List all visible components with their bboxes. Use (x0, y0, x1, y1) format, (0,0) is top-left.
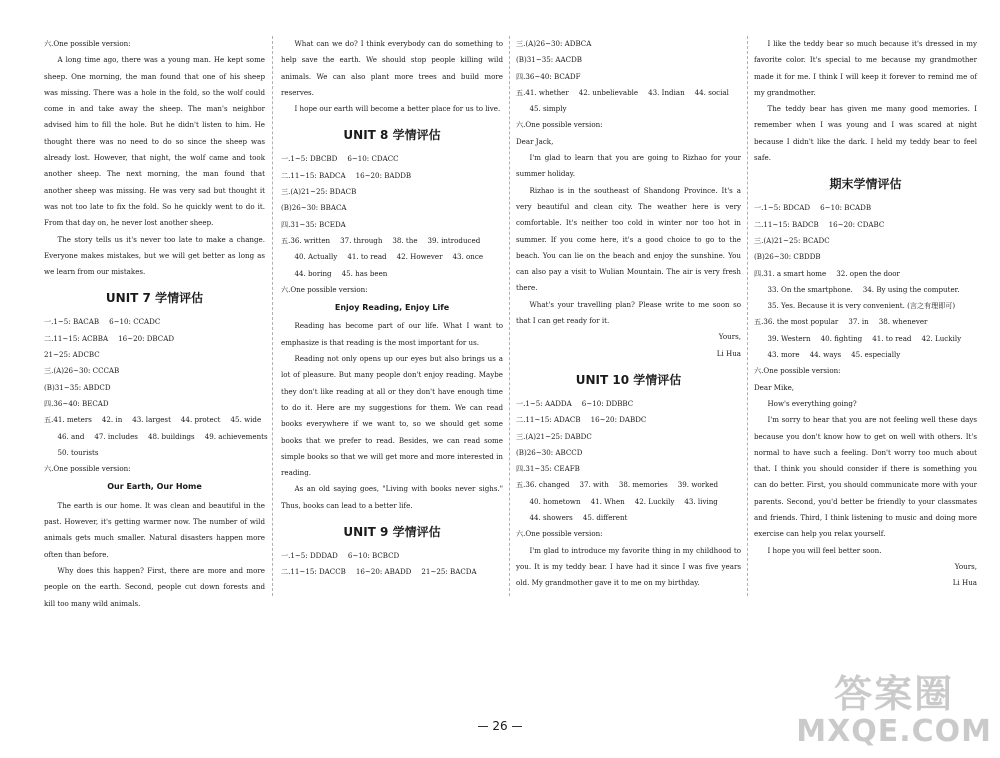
answer-line: 四.31~35: CEAFB (516, 464, 580, 474)
answer-line: 四.36~40: BCADF (516, 71, 581, 81)
letter-signature: Li Hua (952, 578, 977, 588)
answer-line: 40. hometown 41. When 42. Luckily 43. living (529, 496, 718, 506)
unit-7-heading: UNIT 7 学情评估 (105, 291, 204, 306)
answer-line: 五.41. whether 42. unbelievable 43. Indian 44. social (516, 87, 729, 97)
section-label: 六.One possible version: (516, 529, 603, 539)
essay-paragraph: The earth is our home. It was clean and beautiful in the past. However, it's getting warmer now. The number of wild animals gets much smaller. Natural disasters happen more often than before. (44, 500, 265, 559)
answer-line: (B)26~30: BBACA (281, 203, 347, 213)
answer-line: 三.(A)21~25: BDACB (281, 187, 357, 197)
section-label: 六.One possible version: (44, 464, 131, 474)
section-label: 六.One possible version: (516, 120, 603, 130)
answer-line: 35. Yes. Because it is very convenient. (言之有理即可) (767, 301, 956, 311)
letter-closing: Yours, (718, 332, 741, 342)
letter-paragraph: Rizhao is in the southeast of Shandong Province. It's a very beautiful and clean city. The weather here is very comfortable. It's neither too cold in winter nor too hot in summer. If you come here, it's a good choice to go to the beach. You can lie on the beach and enjoy the sunshine. You can also pay a visit to Wulian Mountain. The air is very fresh there. (516, 185, 741, 293)
answer-line: 二.11~15: ADACB 16~20: DABDC (516, 415, 647, 425)
answer-line: (B)26~30: CBDDB (754, 252, 821, 262)
essay-paragraph: What can we do? I think everybody can do something to help save the earth. We should stop people killing wild animals. We can also plant more trees and build more reserves. (281, 39, 503, 97)
answer-line: (B)31~35: ABDCD (44, 382, 111, 392)
letter-paragraph: I'm sorry to hear that you are not feeling well these days because you don't know how to get on well with others. It's normal to have such a feeling. Don't worry too much about that. I think you should consider if there is something you can do better. First, you should communicate more with your parents. Second, you'd better be friendly to your classmates and friends. Third, I think listening to music and doing more exercise can help you relax yourself. (754, 415, 977, 539)
answer-line: 五.36. the most popular 37. in 38. whenever (754, 317, 928, 327)
unit-10-heading: UNIT 10 学情评估 (575, 372, 682, 387)
section-label: 六.One possible version: (281, 284, 368, 294)
answer-line: (B)26~30: ABCCD (516, 447, 583, 457)
section-label: 六.One possible version: (44, 39, 131, 48)
story-paragraph: A long time ago, there was a young man. He kept some sheep. One morning, the man found that one of his sheep was missing. There was a hole in the fold, so the wolf could come in and take away the sheep. The man's neighbor advised him to fill the hole. But he didn't listen to him. He thought there was no need to do so since the sheep was already lost. However, that night, the wolf came and took another sheep. The next morning, the man found that another sheep was missing. He was very sad but thought it was not too late to fix the fold. So he quickly went to do it. From that day on, he never lost another sheep. (44, 55, 265, 228)
answer-line: 一.1~5: BACAB 6~10: CCADC (44, 317, 161, 327)
column-divider (509, 36, 510, 596)
column-divider (272, 36, 273, 596)
answer-line: 五.41. meters 42. in 43. largest 44. protect 45. wide (44, 415, 262, 425)
answer-line: 四.36~40: BECAD (44, 398, 109, 408)
answer-line: 21~25: ADCBC (44, 350, 100, 360)
answer-line: 33. On the smartphone. 34. By using the computer. (767, 284, 960, 294)
watermark-logo: 答案圈 MXQE.COM (796, 672, 992, 749)
section-label: 六.One possible version: (754, 366, 841, 376)
column-4 (754, 36, 977, 592)
essay-paragraph: The teddy bear has given me many good memories. I remember when I was young and I was scared at night because I didn't like the dark. I held my teddy bear to feel safe. (754, 104, 977, 163)
letter-closing: Yours, (954, 561, 977, 571)
unit-8-heading: UNIT 8 学情评估 (343, 128, 441, 143)
essay-paragraph: I like the teddy bear so much because it's dressed in my favorite color. It's special to me because my grandmother made it for me. I think I will keep it forever to remind me of my grandmother. (754, 39, 977, 97)
answer-line: 44. showers 45. different (529, 513, 628, 523)
letter-paragraph: How's everything going? (767, 398, 857, 408)
letter-paragraph: I hope you will feel better soon. (767, 545, 882, 555)
answer-line: 三.(A)26~30: ADBCA (516, 39, 592, 48)
unit-9-heading: UNIT 9 学情评估 (343, 525, 441, 540)
answer-line: 50. tourists (57, 447, 99, 457)
final-exam-heading: 期末学情评估 (829, 177, 902, 192)
answer-line: 一.1~5: DBCBD 6~10: CDACC (281, 154, 399, 164)
answer-line: 五.36. written 37. through 38. the 39. introduced (281, 235, 481, 245)
answer-line: 三.(A)26~30: CCCAB (44, 366, 120, 376)
letter-paragraph: What's your travelling plan? Please write to me soon so that I can get ready for it. (516, 299, 741, 326)
column-1 (44, 36, 268, 612)
answer-line: 三.(A)21~25: DABDC (516, 431, 592, 441)
answer-line: 二.11~15: ACBBA 16~20: DBCAD (44, 333, 175, 343)
essay-paragraph: I hope our earth will become a better place for us to live. (294, 104, 501, 114)
answer-line: 二.11~15: BADCB 16~20: CDABC (754, 219, 885, 229)
answer-line: 五.36. changed 37. with 38. memories 39. worked (516, 480, 719, 490)
letter-greeting: Dear Mike, (754, 382, 795, 392)
answer-line: 三.(A)21~25: BCADC (754, 235, 830, 245)
letter-greeting: Dear Jack, (516, 136, 554, 146)
essay-paragraph: Reading has become part of our life. What I want to emphasize is that reading is the most important for us. (281, 321, 503, 347)
answer-line: 二.11~15: BADCA 16~20: BADDB (281, 170, 412, 180)
answer-line: 四.31. a smart home 32. open the door (754, 268, 900, 278)
page-number: 26 (0, 718, 1000, 734)
answer-line: 45. simply (529, 104, 567, 114)
answer-line: 43. more 44. ways 45. especially (767, 350, 901, 360)
answer-line: 40. Actually 41. to read 42. However 43. once (294, 252, 484, 262)
answer-line: 一.1~5: AADDA 6~10: DDBBC (516, 398, 634, 408)
column-3 (516, 36, 741, 592)
column-2 (281, 36, 503, 581)
essay-paragraph: Why does this happen? First, there are more and more people on the earth. Second, people cut down forests and kill too many wild animals. (44, 565, 265, 608)
answer-line: 39. Western 40. fighting 41. to read 42. Luckily (767, 333, 962, 343)
answer-line: 44. boring 45. has been (294, 268, 388, 278)
letter-signature: Li Hua (716, 348, 741, 358)
answer-line: 二.11~15: DACCB 16~20: ABADD 21~25: BACDA (281, 567, 477, 577)
essay-title: Our Earth, Our Home (107, 482, 202, 492)
answer-line: 一.1~5: BDCAD 6~10: BCADB (754, 203, 872, 213)
answer-line: (B)31~35: AACDB (516, 55, 582, 65)
essay-paragraph: Reading not only opens up our eyes but also brings us a lot of pleasure. But many people don't enjoy reading. Maybe they don't like reading at all or they don't have enough time to do it. Here are my suggestions for them. We can read books everywhere if we want to, so we should get some books that we prefer to read. Besides, we can read some simple books so that we will get more and more interested in reading. (281, 354, 503, 478)
moral-paragraph: The story tells us it's never too late to make a change. Everyone makes mistakes, but we will get better as long as we learn from our mistakes. (44, 234, 265, 277)
column-divider (747, 36, 748, 596)
answer-line: 一.1~5: DDDAD 6~10: BCBCD (281, 551, 400, 561)
answer-line: 四.31~35: BCEDA (281, 219, 346, 229)
answer-line: 46. and 47. includes 48. buildings 49. achievements (57, 431, 268, 441)
essay-paragraph: As an old saying goes, "Living with books never sighs." Thus, books can lead to a better life. (281, 484, 503, 510)
essay-title: Enjoy Reading, Enjoy Life (334, 303, 450, 313)
essay-paragraph: I'm glad to introduce my favorite thing in my childhood to you. It is my teddy bear. I have had it since I was five years old. My grandmother gave it to me on my birthday. (516, 545, 741, 588)
letter-paragraph: I'm glad to learn that you are going to Rizhao for your summer holiday. (516, 153, 741, 179)
